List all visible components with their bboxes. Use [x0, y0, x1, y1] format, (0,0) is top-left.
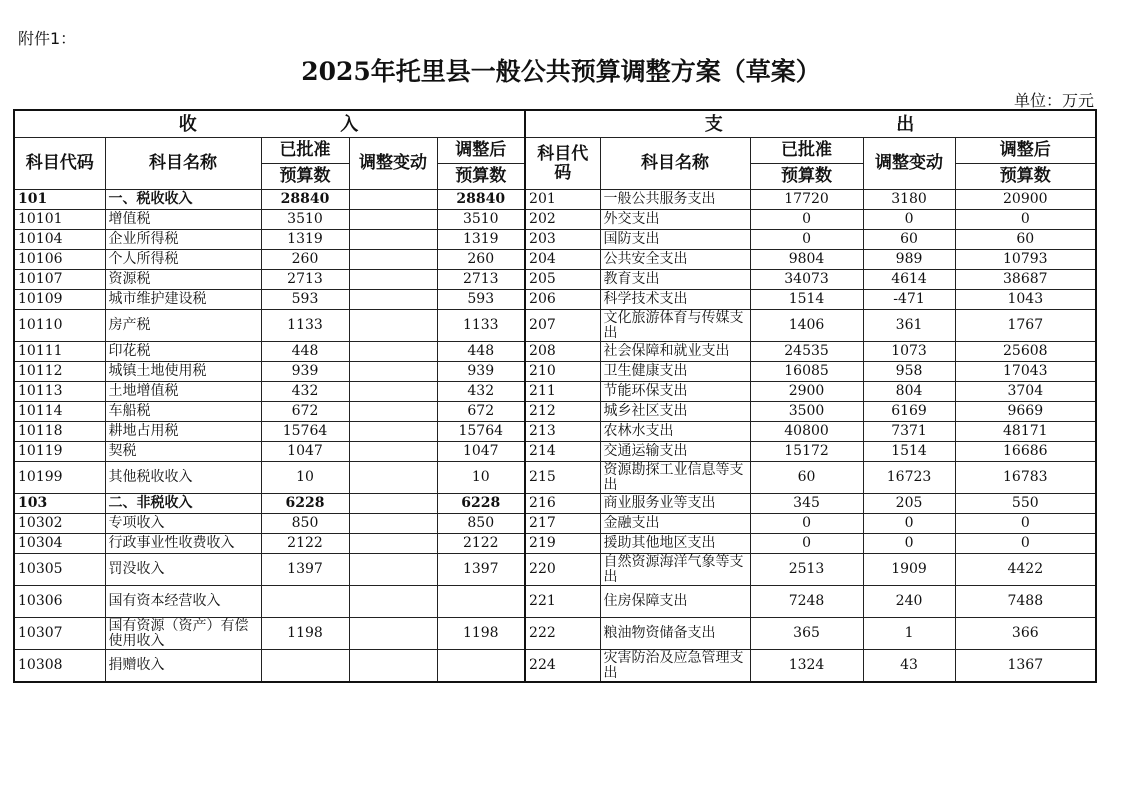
- income-change-header: 调整变动: [349, 138, 437, 190]
- expense-name-cell: 文化旅游体育与传媒支出: [600, 310, 750, 342]
- income-adjusted-cell: 6228: [437, 494, 525, 514]
- expense-approved-cell: 365: [750, 618, 863, 650]
- table-row: [14, 554, 1096, 586]
- income-adjusted-cell: 28840: [437, 190, 525, 210]
- income-change-cell: [349, 650, 437, 683]
- income-change-cell: [349, 290, 437, 310]
- table-row: [14, 462, 1096, 494]
- expense-change-cell: 1909: [863, 554, 955, 586]
- income-adjusted-cell: 2713: [437, 270, 525, 290]
- table-row: [14, 342, 1096, 362]
- income-adjusted-cell: 260: [437, 250, 525, 270]
- income-adjusted-cell: 1047: [437, 442, 525, 462]
- income-approved-cell: 28840: [261, 190, 349, 210]
- attachment-label: 附件1：: [18, 29, 77, 48]
- expense-adjusted-cell: 1043: [955, 290, 1096, 310]
- income-code-cell: 10307: [14, 618, 105, 650]
- income-approved-header-1: 已批准: [261, 138, 349, 164]
- table-row: [14, 586, 1096, 618]
- expense-code-cell: 212: [525, 402, 600, 422]
- income-approved-cell: 15764: [261, 422, 349, 442]
- expense-code-cell: 208: [525, 342, 600, 362]
- expense-code-cell: 215: [525, 462, 600, 494]
- page-title: 2025年托里县一般公共预算调整方案（草案）: [301, 57, 821, 86]
- income-name-cell: 土地增值税: [105, 382, 261, 402]
- income-name-cell: 房产税: [105, 310, 261, 342]
- expense-change-cell: 205: [863, 494, 955, 514]
- expense-name-cell: 卫生健康支出: [600, 362, 750, 382]
- income-approved-cell: 1319: [261, 230, 349, 250]
- income-header-right: 入: [340, 113, 361, 135]
- expense-code-cell: 213: [525, 422, 600, 442]
- income-code-cell: 10119: [14, 442, 105, 462]
- income-change-cell: [349, 190, 437, 210]
- expense-name-cell: 城乡社区支出: [600, 402, 750, 422]
- expense-change-cell: 0: [863, 210, 955, 230]
- expense-adjusted-cell: 3704: [955, 382, 1096, 402]
- expense-approved-cell: 2900: [750, 382, 863, 402]
- expense-approved-cell: 7248: [750, 586, 863, 618]
- income-approved-cell: 1047: [261, 442, 349, 462]
- income-change-cell: [349, 250, 437, 270]
- expense-code-cell: 221: [525, 586, 600, 618]
- expense-approved-header-1: 已批准: [750, 138, 863, 164]
- expense-change-header: 调整变动: [863, 138, 955, 190]
- income-approved-cell: [261, 650, 349, 683]
- income-name-cell: 城市维护建设税: [105, 290, 261, 310]
- income-change-cell: [349, 382, 437, 402]
- table-row: [14, 230, 1096, 250]
- income-code-cell: 103: [14, 494, 105, 514]
- income-approved-cell: 10: [261, 462, 349, 494]
- income-approved-cell: 593: [261, 290, 349, 310]
- expense-code-cell: 202: [525, 210, 600, 230]
- income-approved-cell: 850: [261, 514, 349, 534]
- income-code-cell: 10306: [14, 586, 105, 618]
- table-row: [14, 442, 1096, 462]
- expense-approved-cell: 0: [750, 230, 863, 250]
- expense-approved-cell: 0: [750, 534, 863, 554]
- income-name-cell: 城镇土地使用税: [105, 362, 261, 382]
- expense-name-cell: 商业服务业等支出: [600, 494, 750, 514]
- expense-change-cell: 0: [863, 514, 955, 534]
- table-row: [14, 534, 1096, 554]
- expense-name-cell: 科学技术支出: [600, 290, 750, 310]
- expense-change-cell: 240: [863, 586, 955, 618]
- income-change-cell: [349, 210, 437, 230]
- expense-change-cell: 1073: [863, 342, 955, 362]
- income-change-cell: [349, 586, 437, 618]
- expense-adjusted-cell: 60: [955, 230, 1096, 250]
- income-adjusted-cell: 3510: [437, 210, 525, 230]
- income-adjusted-cell: [437, 586, 525, 618]
- income-approved-cell: 432: [261, 382, 349, 402]
- expense-code-cell: 207: [525, 310, 600, 342]
- income-name-cell: 印花税: [105, 342, 261, 362]
- income-adjusted-cell: 939: [437, 362, 525, 382]
- table-row: [14, 210, 1096, 230]
- expense-code-cell: 220: [525, 554, 600, 586]
- income-name-cell: 增值税: [105, 210, 261, 230]
- income-change-cell: [349, 494, 437, 514]
- income-change-cell: [349, 618, 437, 650]
- income-code-cell: 10112: [14, 362, 105, 382]
- expense-change-cell: 958: [863, 362, 955, 382]
- expense-name-header: 科目名称: [600, 138, 750, 190]
- unit-label: 单位：万元: [1013, 91, 1094, 110]
- expense-code-cell: 201: [525, 190, 600, 210]
- expense-code-cell: 211: [525, 382, 600, 402]
- income-approved-cell: 1133: [261, 310, 349, 342]
- income-code-cell: 10308: [14, 650, 105, 683]
- income-approved-cell: 260: [261, 250, 349, 270]
- income-code-cell: 10118: [14, 422, 105, 442]
- table-row: [14, 618, 1096, 650]
- income-name-cell: 行政事业性收费收入: [105, 534, 261, 554]
- income-name-cell: 专项收入: [105, 514, 261, 534]
- income-name-cell: 其他税收收入: [105, 462, 261, 494]
- expense-name-cell: 公共安全支出: [600, 250, 750, 270]
- table-row: [14, 494, 1096, 514]
- table-row: [14, 290, 1096, 310]
- income-change-cell: [349, 554, 437, 586]
- table-row: [14, 362, 1096, 382]
- income-adjusted-cell: 15764: [437, 422, 525, 442]
- income-approved-cell: 2713: [261, 270, 349, 290]
- expense-code-cell: 214: [525, 442, 600, 462]
- expense-approved-cell: 0: [750, 514, 863, 534]
- expense-name-cell: 灾害防治及应急管理支出: [600, 650, 750, 683]
- expense-code-cell: 205: [525, 270, 600, 290]
- expense-adjusted-cell: 0: [955, 534, 1096, 554]
- income-code-cell: 10107: [14, 270, 105, 290]
- income-code-cell: 101: [14, 190, 105, 210]
- expense-adjusted-cell: 38687: [955, 270, 1096, 290]
- expense-name-cell: 援助其他地区支出: [600, 534, 750, 554]
- expense-change-cell: 60: [863, 230, 955, 250]
- income-change-cell: [349, 230, 437, 250]
- expense-adjusted-cell: 0: [955, 210, 1096, 230]
- income-change-cell: [349, 514, 437, 534]
- table-row: [14, 270, 1096, 290]
- income-code-cell: 10114: [14, 402, 105, 422]
- expense-adjusted-cell: 550: [955, 494, 1096, 514]
- income-change-cell: [349, 442, 437, 462]
- income-code-cell: 10304: [14, 534, 105, 554]
- expense-approved-cell: 345: [750, 494, 863, 514]
- expense-approved-cell: 17720: [750, 190, 863, 210]
- income-adjusted-cell: 850: [437, 514, 525, 534]
- income-code-cell: 10104: [14, 230, 105, 250]
- income-change-cell: [349, 362, 437, 382]
- expense-name-cell: 金融支出: [600, 514, 750, 534]
- income-name-cell: 契税: [105, 442, 261, 462]
- income-change-cell: [349, 402, 437, 422]
- income-name-cell: 企业所得税: [105, 230, 261, 250]
- expense-change-cell: 1: [863, 618, 955, 650]
- income-name-header: 科目名称: [105, 138, 261, 190]
- expense-name-cell: 一般公共服务支出: [600, 190, 750, 210]
- income-approved-cell: 6228: [261, 494, 349, 514]
- expense-change-cell: 16723: [863, 462, 955, 494]
- income-adjusted-cell: 2122: [437, 534, 525, 554]
- expense-name-cell: 粮油物资储备支出: [600, 618, 750, 650]
- expense-adjusted-cell: 1767: [955, 310, 1096, 342]
- income-name-cell: 个人所得税: [105, 250, 261, 270]
- expense-code-cell: 219: [525, 534, 600, 554]
- income-change-cell: [349, 422, 437, 442]
- expense-code-cell: 216: [525, 494, 600, 514]
- income-header-left: 收: [178, 113, 199, 135]
- expense-adjusted-cell: 366: [955, 618, 1096, 650]
- income-name-cell: 一、税收收入: [105, 190, 261, 210]
- income-adjusted-cell: [437, 650, 525, 683]
- income-approved-cell: 2122: [261, 534, 349, 554]
- expense-approved-cell: 9804: [750, 250, 863, 270]
- expense-adjusted-cell: 16783: [955, 462, 1096, 494]
- expense-approved-cell: 1514: [750, 290, 863, 310]
- income-name-cell: 耕地占用税: [105, 422, 261, 442]
- expense-change-cell: 989: [863, 250, 955, 270]
- income-approved-cell: 448: [261, 342, 349, 362]
- expense-name-cell: 外交支出: [600, 210, 750, 230]
- expense-approved-cell: 1324: [750, 650, 863, 683]
- income-code-cell: 10106: [14, 250, 105, 270]
- income-approved-cell: 1198: [261, 618, 349, 650]
- expense-code-cell: 217: [525, 514, 600, 534]
- expense-name-cell: 交通运输支出: [600, 442, 750, 462]
- income-adjusted-header-2: 预算数: [437, 164, 525, 190]
- income-change-cell: [349, 270, 437, 290]
- expense-header-left: 支: [704, 113, 725, 135]
- income-code-cell: 10109: [14, 290, 105, 310]
- expense-adjusted-cell: 1367: [955, 650, 1096, 683]
- table-row: [14, 382, 1096, 402]
- income-adjusted-cell: 593: [437, 290, 525, 310]
- income-approved-header-2: 预算数: [261, 164, 349, 190]
- expense-change-cell: -471: [863, 290, 955, 310]
- expense-header-right: 出: [896, 113, 917, 135]
- income-adjusted-cell: 1133: [437, 310, 525, 342]
- expense-adjusted-cell: 25608: [955, 342, 1096, 362]
- income-change-cell: [349, 310, 437, 342]
- expense-change-cell: 3180: [863, 190, 955, 210]
- expense-approved-header-2: 预算数: [750, 164, 863, 190]
- expense-approved-cell: 3500: [750, 402, 863, 422]
- income-adjusted-cell: 1198: [437, 618, 525, 650]
- header-row-1: [14, 138, 1096, 164]
- income-code-cell: 10110: [14, 310, 105, 342]
- expense-change-cell: 361: [863, 310, 955, 342]
- expense-code-cell: 203: [525, 230, 600, 250]
- income-code-cell: 10101: [14, 210, 105, 230]
- table-row: [14, 650, 1096, 683]
- expense-name-cell: 资源勘探工业信息等支出: [600, 462, 750, 494]
- expense-adjusted-header-1: 调整后: [955, 138, 1096, 164]
- expense-name-cell: 住房保障支出: [600, 586, 750, 618]
- expense-adjusted-cell: 16686: [955, 442, 1096, 462]
- expense-change-cell: 1514: [863, 442, 955, 462]
- expense-approved-cell: 60: [750, 462, 863, 494]
- income-change-cell: [349, 342, 437, 362]
- table-row: [14, 402, 1096, 422]
- income-approved-cell: [261, 586, 349, 618]
- expense-code-cell: 222: [525, 618, 600, 650]
- table-row: [14, 250, 1096, 270]
- income-name-cell: 国有资源（资产）有偿使用收入: [105, 618, 261, 650]
- income-adjusted-cell: 672: [437, 402, 525, 422]
- expense-approved-cell: 2513: [750, 554, 863, 586]
- expense-code-cell: 204: [525, 250, 600, 270]
- income-adjusted-cell: 1319: [437, 230, 525, 250]
- expense-change-cell: 6169: [863, 402, 955, 422]
- income-code-cell: 10302: [14, 514, 105, 534]
- income-change-cell: [349, 462, 437, 494]
- income-adjusted-cell: 432: [437, 382, 525, 402]
- income-adjusted-cell: 1397: [437, 554, 525, 586]
- expense-approved-cell: 0: [750, 210, 863, 230]
- income-approved-cell: 939: [261, 362, 349, 382]
- expense-adjusted-header-2: 预算数: [955, 164, 1096, 190]
- income-name-cell: 车船税: [105, 402, 261, 422]
- expense-change-cell: 0: [863, 534, 955, 554]
- income-code-cell: 10111: [14, 342, 105, 362]
- income-name-cell: 资源税: [105, 270, 261, 290]
- income-name-cell: 罚没收入: [105, 554, 261, 586]
- expense-adjusted-cell: 0: [955, 514, 1096, 534]
- expense-code-header: 科目代码: [525, 138, 600, 190]
- table-row: [14, 190, 1096, 210]
- expense-approved-cell: 24535: [750, 342, 863, 362]
- expense-name-cell: 国防支出: [600, 230, 750, 250]
- expense-adjusted-cell: 48171: [955, 422, 1096, 442]
- income-approved-cell: 672: [261, 402, 349, 422]
- expense-change-cell: 4614: [863, 270, 955, 290]
- expense-adjusted-cell: 10793: [955, 250, 1096, 270]
- expense-adjusted-cell: 9669: [955, 402, 1096, 422]
- expense-change-cell: 7371: [863, 422, 955, 442]
- income-adjusted-cell: 10: [437, 462, 525, 494]
- expense-code-cell: 210: [525, 362, 600, 382]
- income-change-cell: [349, 534, 437, 554]
- income-code-cell: 10305: [14, 554, 105, 586]
- expense-approved-cell: 40800: [750, 422, 863, 442]
- table-row: [14, 422, 1096, 442]
- income-code-cell: 10113: [14, 382, 105, 402]
- expense-name-cell: 社会保障和就业支出: [600, 342, 750, 362]
- income-name-cell: 捐赠收入: [105, 650, 261, 683]
- expense-approved-cell: 15172: [750, 442, 863, 462]
- table-body: [14, 190, 1096, 683]
- income-approved-cell: 1397: [261, 554, 349, 586]
- expense-name-cell: 农林水支出: [600, 422, 750, 442]
- table-row: [14, 514, 1096, 534]
- expense-code-cell: 224: [525, 650, 600, 683]
- expense-name-cell: 教育支出: [600, 270, 750, 290]
- income-code-header: 科目代码: [14, 138, 105, 190]
- budget-table: [13, 109, 1097, 683]
- expense-name-cell: 自然资源海洋气象等支出: [600, 554, 750, 586]
- header-group-row: [14, 110, 1096, 138]
- income-header: [14, 110, 525, 138]
- expense-adjusted-cell: 20900: [955, 190, 1096, 210]
- table-row: [14, 310, 1096, 342]
- expense-adjusted-cell: 17043: [955, 362, 1096, 382]
- income-adjusted-header-1: 调整后: [437, 138, 525, 164]
- income-approved-cell: 3510: [261, 210, 349, 230]
- expense-code-cell: 206: [525, 290, 600, 310]
- expense-approved-cell: 1406: [750, 310, 863, 342]
- expense-approved-cell: 34073: [750, 270, 863, 290]
- income-name-cell: 国有资本经营收入: [105, 586, 261, 618]
- expense-change-cell: 804: [863, 382, 955, 402]
- income-adjusted-cell: 448: [437, 342, 525, 362]
- expense-adjusted-cell: 7488: [955, 586, 1096, 618]
- income-name-cell: 二、非税收入: [105, 494, 261, 514]
- expense-header: [525, 110, 1096, 138]
- expense-change-cell: 43: [863, 650, 955, 683]
- expense-adjusted-cell: 4422: [955, 554, 1096, 586]
- income-code-cell: 10199: [14, 462, 105, 494]
- expense-name-cell: 节能环保支出: [600, 382, 750, 402]
- expense-approved-cell: 16085: [750, 362, 863, 382]
